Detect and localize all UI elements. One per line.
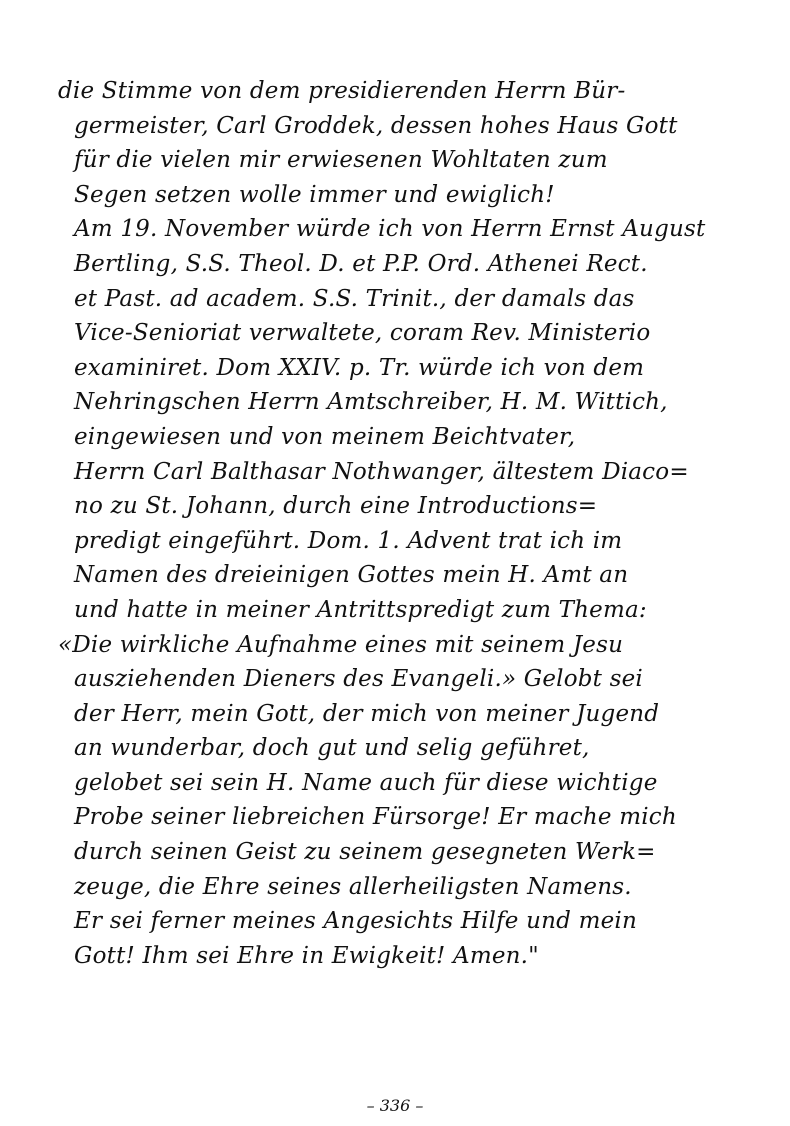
text-line: Bertling, S.S. Theol. D. et P.P. Ord. Athenei Rect. bbox=[74, 250, 648, 277]
text-line: et Past. ad academ. S.S. Trinit., der damals das bbox=[74, 285, 635, 312]
text-line: durch seinen Geist zu seinem gesegneten Werk= bbox=[74, 839, 656, 866]
text-line: zeuge, die Ehre seines allerheiligsten Namens. bbox=[74, 873, 632, 900]
text-line: Namen des dreieinigen Gottes mein H. Amt an bbox=[74, 562, 629, 589]
text-line: Nehringschen Herrn Amtschreiber, H. M. Wittich, bbox=[74, 389, 668, 416]
text-line: «Die wirkliche Aufnahme eines mit seinem Jesu bbox=[58, 631, 624, 658]
text-line: Er sei ferner meines Angesichts Hilfe und mein bbox=[74, 908, 637, 935]
text-line: examiniret. Dom XXIV. p. Tr. würde ich von dem bbox=[74, 354, 645, 381]
text-line: für die vielen mir erwiesenen Wohltaten zum bbox=[74, 147, 608, 174]
text-line: der Herr, mein Gott, der mich von meiner Jugend bbox=[74, 700, 660, 727]
text-line: die Stimme von dem presidierenden Herrn Bür- bbox=[58, 78, 626, 104]
text-line: gelobet sei sein H. Name auch für diese wichtige bbox=[74, 769, 658, 796]
text-line: an wunderbar, doch gut und selig geführet, bbox=[74, 735, 590, 762]
text-line: Segen setzen wolle immer und ewiglich! bbox=[74, 181, 555, 208]
text-line: ausziehenden Dieners des Evangeli.» Gelobt sei bbox=[74, 666, 643, 693]
page-number: – 336 – bbox=[366, 1096, 424, 1115]
text-line: no zu St. Johann, durch eine Introductions= bbox=[74, 493, 598, 520]
text-line: Vice-Senioriat verwaltete, coram Rev. Ministerio bbox=[74, 320, 651, 347]
text-line: germeister, Carl Groddek, dessen hohes Haus Gott bbox=[74, 112, 678, 139]
text-line: Gott! Ihm sei Ehre in Ewigkeit! Amen." bbox=[74, 942, 539, 969]
text-line: predigt eingeführt. Dom. 1. Advent trat ich im bbox=[74, 527, 623, 554]
text-line: Am 19. November würde ich von Herrn Ernst August bbox=[74, 216, 706, 243]
text-line: und hatte in meiner Antrittspredigt zum Thema: bbox=[74, 596, 647, 623]
handwritten-text-block bbox=[58, 74, 773, 973]
text-line: Probe seiner liebreichen Fürsorge! Er mache mich bbox=[74, 804, 677, 831]
text-line: eingewiesen und von meinem Beichtvater, bbox=[74, 423, 576, 450]
text-line: Herrn Carl Balthasar Nothwanger, ältestem Diaco= bbox=[74, 458, 689, 485]
